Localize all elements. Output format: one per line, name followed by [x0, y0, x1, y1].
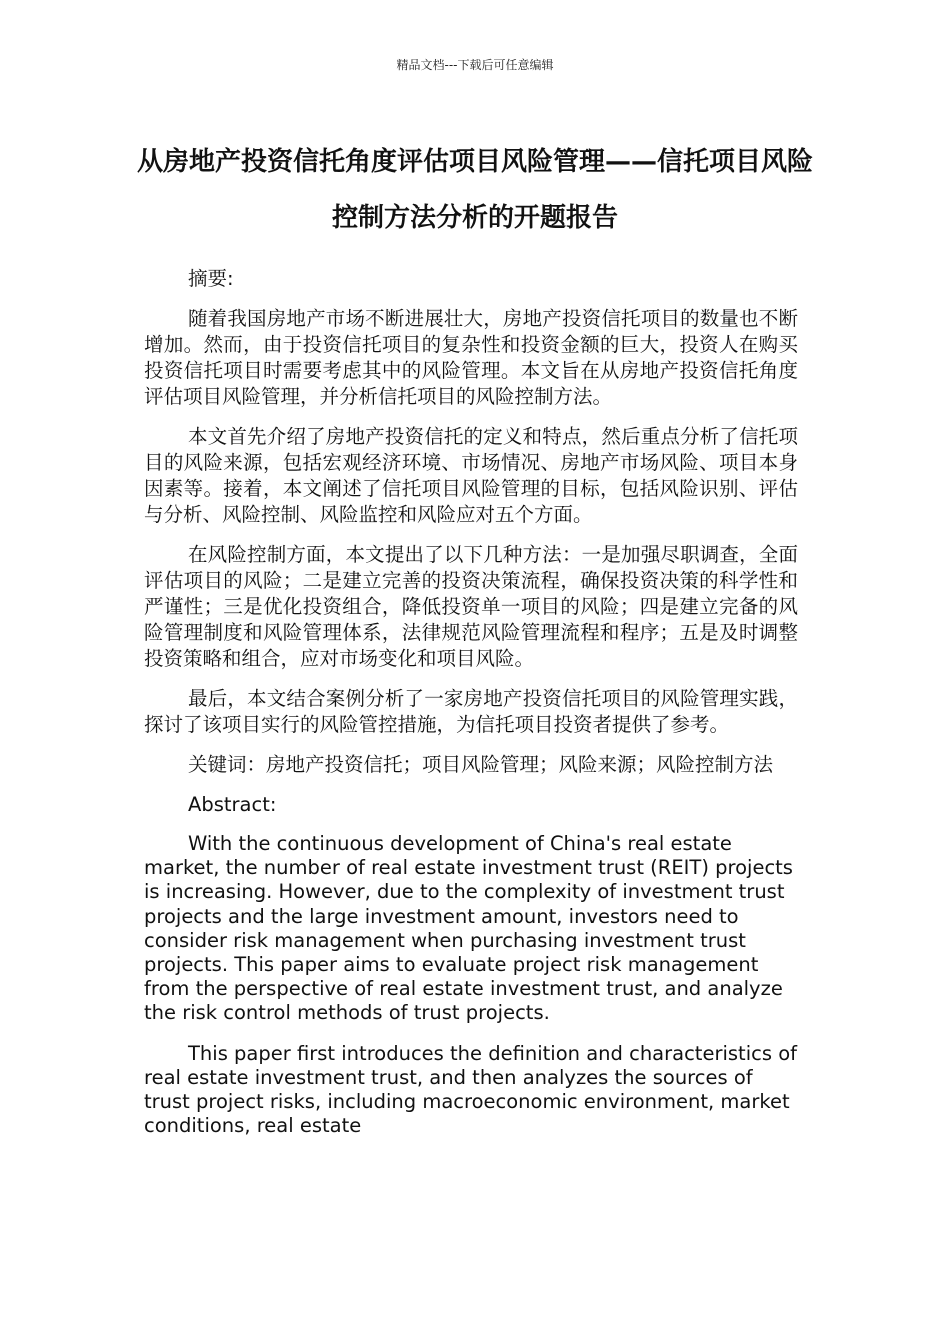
- document-title: 从房地产投资信托角度评估项目风险管理——信托项目风险控制方法分析的开题报告: [136, 147, 813, 233]
- abstract-cn-label: 摘要:: [188, 267, 234, 290]
- document-body: [144, 266, 798, 1154]
- paragraph-cn-1: 随着我国房地产市场不断进展壮大，房地产投资信托项目的数量也不断增加。然而，由于投资信托项目的复杂性和投资金额的巨大，投资人在购买投资信托项目时需要考虑其中的风险管理。本文旨在从房地产投资信托角度评估项目风险管理，并分析信托项目的风险控制方法。: [144, 307, 798, 408]
- paragraph-en-1: With the continuous development of China's real estate market, the number of real estate investment trust (REIT) projects is increasing. However, due to the complexity of investment trust projects and the large investment amount, investors need to consider risk management when purchasing investment trust projects. This paper aims to evaluate project risk management from the perspective of real estate investment trust, and analyze the risk control methods of trust projects.: [144, 832, 793, 1025]
- header-note: 精品文档---下载后可任意编辑: [396, 58, 554, 72]
- paragraph-cn-4: 最后，本文结合案例分析了一家房地产投资信托项目的风险管理实践，探讨了该项目实行的风险管控措施，为信托项目投资者提供了参考。: [144, 687, 798, 736]
- paragraph-en-2: This paper first introduces the definition and characteristics of real estate investment trust, and then analyzes the sources of trust project risks, including macroeconomic environment, market conditions, real estate: [144, 1041, 797, 1138]
- keywords-cn: 关键词：房地产投资信托；项目风险管理；风险来源；风险控制方法: [188, 753, 774, 776]
- paragraph-cn-2: 本文首先介绍了房地产投资信托的定义和特点，然后重点分析了信托项目的风险来源，包括宏观经济环境、市场情况、房地产市场风险、项目本身因素等。接着，本文阐述了信托项目风险管理的目标，包括风险识别、评估与分析、风险控制、风险监控和风险应对五个方面。: [144, 425, 798, 526]
- paragraph-cn-3: 在风险控制方面，本文提出了以下几种方法：一是加强尽职调查，全面评估项目的风险；二是建立完善的投资决策流程，确保投资决策的科学性和严谨性；三是优化投资组合，降低投资单一项目的风险；四是建立完备的风险管理制度和风险管理体系，法律规范风险管理流程和程序；五是及时调整投资策略和组合，应对市场变化和项目风险。: [144, 543, 798, 670]
- abstract-en-label: Abstract:: [188, 793, 277, 816]
